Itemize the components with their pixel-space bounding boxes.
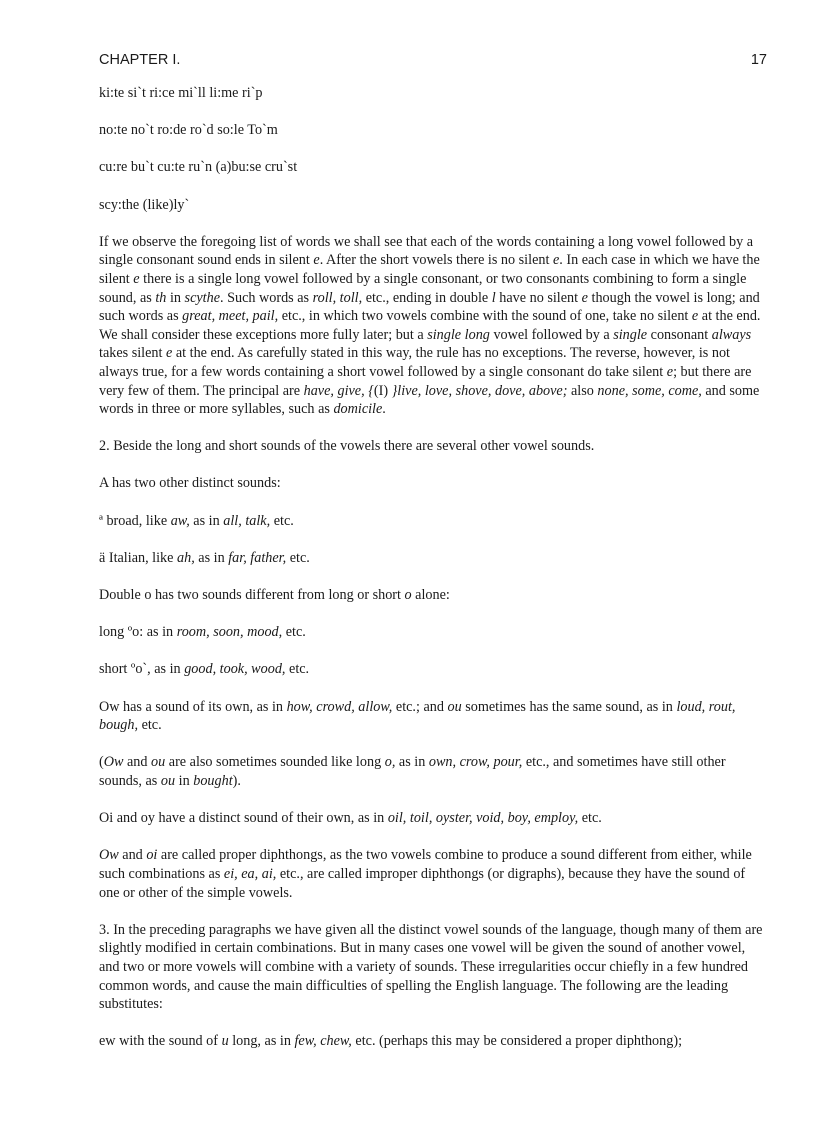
text-run: If we observe the foregoing list of words we shall see that each of the words containing a long vowel followed by a single consonant sound ends in silent	[99, 233, 754, 269]
text-run: ; but there are very few of them. The principal are	[99, 363, 752, 399]
text-run: ew with the sound of	[99, 1033, 222, 1050]
page-header	[99, 52, 767, 68]
text-run: as in	[395, 754, 429, 771]
text-run: . Such words as	[220, 289, 313, 306]
italic-run: e	[581, 289, 588, 306]
text-run: in	[175, 772, 194, 789]
text-run: consonant	[647, 326, 712, 343]
text-run: at the end. We shall consider these exceptions more fully later; but a	[99, 308, 761, 343]
text-run: Double o has two sounds different from long or short	[99, 587, 405, 604]
italic-run: }live, love, shove, dove, above;	[391, 382, 568, 399]
italic-run: all, talk,	[223, 512, 271, 529]
text-run: etc. (perhaps this may be considered a proper diphthong);	[351, 1033, 683, 1050]
paragraph: no:te no`t ro:de ro`d so:le To`m	[99, 122, 278, 139]
italic-run: e	[691, 308, 699, 325]
italic-run: own, crow, pour,	[428, 754, 523, 771]
text-run: have no silent	[495, 289, 582, 306]
paragraph	[99, 623, 769, 642]
italic-run: ou	[160, 772, 176, 789]
italic-run: how, crowd, allow,	[286, 698, 393, 715]
italic-run: few, chew,	[294, 1033, 352, 1050]
paragraph	[99, 512, 769, 531]
text-run: etc.	[578, 810, 602, 827]
page-number: 17	[750, 52, 767, 68]
text-run: etc.	[282, 624, 306, 641]
paragraph: 2. Beside the long and short sounds of the vowels there are several other vowel sounds.	[99, 438, 595, 455]
italic-run: ou	[447, 698, 462, 715]
text-run: as in	[194, 549, 229, 566]
italic-run: good, took, wood,	[184, 661, 286, 678]
text-run: takes silent	[99, 345, 166, 362]
paragraph: 3. In the preceding paragraphs we have given all the distinct vowel sounds of the language, though many of them are slightly modified in certain combinations. But in many cases one vowel will be given the sound of another vowel, and two or more vowels will combine with a variety of sounds. These irregularities occur chiefly in a few hundred common words, and cause the main difficulties of spelling the English language. The following are the leading substitutes:	[99, 921, 763, 1013]
paragraph	[99, 233, 769, 419]
text-run: etc., in which two vowels combine with the sound of one, take no silent	[278, 308, 692, 325]
text-run: etc., are called improper diphthongs (or digraphs), because they have the sound of one or other of the simple vowels.	[99, 865, 746, 901]
text-run: etc.	[270, 512, 294, 529]
text-run: etc., and sometimes have still other sounds, as	[99, 754, 726, 789]
italic-run: ah,	[177, 549, 195, 566]
italic-run: bought	[193, 772, 233, 789]
italic-run: oi	[146, 847, 158, 864]
italic-run: domicile	[333, 401, 383, 418]
text-run: etc.	[138, 717, 162, 734]
italic-run: none, some, come,	[597, 382, 702, 399]
italic-run: scythe	[184, 289, 220, 306]
italic-run: ou	[151, 754, 166, 771]
text-run: ).	[232, 772, 241, 789]
paragraph	[99, 698, 769, 735]
italic-run: o	[404, 587, 412, 604]
text-run: Oi and oy have a distinct sound of their own, as in	[99, 810, 388, 827]
text-run: are called proper diphthongs, as the two vowels combine to produce a sound different from either, while such combinations as	[99, 847, 752, 882]
paragraph: scy:the (like)ly`	[99, 196, 190, 213]
text-run: . In each case in which we have the silent	[99, 252, 760, 287]
italic-run: e	[313, 252, 320, 269]
italic-run: loud, rout, bough,	[99, 698, 736, 734]
paragraph: A has two other distinct sounds:	[99, 475, 281, 492]
text-run: etc.; and	[392, 698, 448, 715]
italic-run: always	[711, 326, 752, 343]
italic-run: oil, toil, oyster, void, boy, employ,	[387, 810, 579, 827]
text-run: and some words in three or more syllables, such as	[99, 382, 760, 418]
italic-run: Ow	[99, 847, 119, 864]
italic-run: single long	[427, 326, 490, 343]
text-run: .	[382, 401, 386, 418]
paragraph	[99, 846, 769, 902]
text-run: alone:	[411, 587, 450, 604]
italic-run: ei, ea, ai,	[223, 865, 277, 882]
text-run: are also sometimes sounded like long	[165, 754, 385, 771]
italic-run: u	[221, 1033, 229, 1050]
text-run: ª broad, like	[99, 512, 171, 529]
paragraph	[99, 549, 769, 568]
italic-run: far, father,	[228, 549, 287, 566]
text-run: (I)	[373, 382, 392, 399]
text-run: there is a single long vowel followed by a single consonant, or two consonants combining to form a single sound, as	[99, 270, 747, 306]
text-run: Ow has a sound of its own, as in	[99, 698, 287, 715]
text-run: vowel followed by a	[489, 326, 614, 343]
paragraph	[99, 660, 769, 679]
italic-run: e	[165, 345, 173, 362]
italic-run: single	[613, 326, 648, 343]
text-run: and	[123, 754, 152, 771]
italic-run: e	[666, 363, 674, 380]
italic-run: great, meet, pail,	[182, 308, 279, 325]
text-run: etc.	[286, 549, 310, 566]
text-run: long ºo: as in	[99, 624, 177, 641]
paragraph: cu:re bu`t cu:te ru`n (a)bu:se cru`st	[99, 159, 298, 176]
body-text	[99, 84, 769, 1069]
text-run: short ºo`, as in	[99, 661, 185, 678]
italic-run: e	[133, 270, 140, 287]
paragraph	[99, 753, 769, 790]
italic-run: aw,	[170, 512, 190, 529]
text-run: as in	[189, 512, 224, 529]
paragraph	[99, 586, 769, 605]
text-run: also	[567, 382, 598, 399]
paragraph	[99, 809, 769, 828]
text-run: . After the short vowels there is no silent	[319, 252, 553, 269]
italic-run: e	[552, 252, 560, 269]
text-run: ä Italian, like	[99, 549, 177, 566]
text-run: though the vowel is long; and such words as	[99, 289, 760, 325]
italic-run: l	[491, 289, 496, 306]
italic-run: have, give, {	[303, 382, 374, 399]
italic-run: th	[155, 289, 167, 306]
chapter-title: CHAPTER I.	[99, 52, 181, 68]
text-run: etc.	[285, 661, 310, 678]
text-run: sometimes has the same sound, as in	[461, 698, 677, 715]
text-run: in	[166, 289, 185, 306]
text-run: etc., ending in double	[362, 289, 492, 306]
italic-run: Ow	[103, 754, 124, 771]
text-run: (	[99, 754, 104, 771]
text-run: long, as in	[228, 1033, 295, 1050]
paragraph	[99, 1032, 769, 1051]
text-run: and	[118, 847, 147, 864]
italic-run: o,	[384, 754, 396, 771]
paragraph: ki:te si`t ri:ce mi`ll li:me ri`p	[99, 85, 263, 101]
italic-run: roll, toll,	[312, 289, 363, 306]
text-run: at the end. As carefully stated in this way, the rule has no exceptions. The reverse, however, is not always true, for a few words containing a short vowel followed by a single consonant do take silent	[99, 345, 730, 380]
italic-run: room, soon, mood,	[176, 624, 283, 641]
